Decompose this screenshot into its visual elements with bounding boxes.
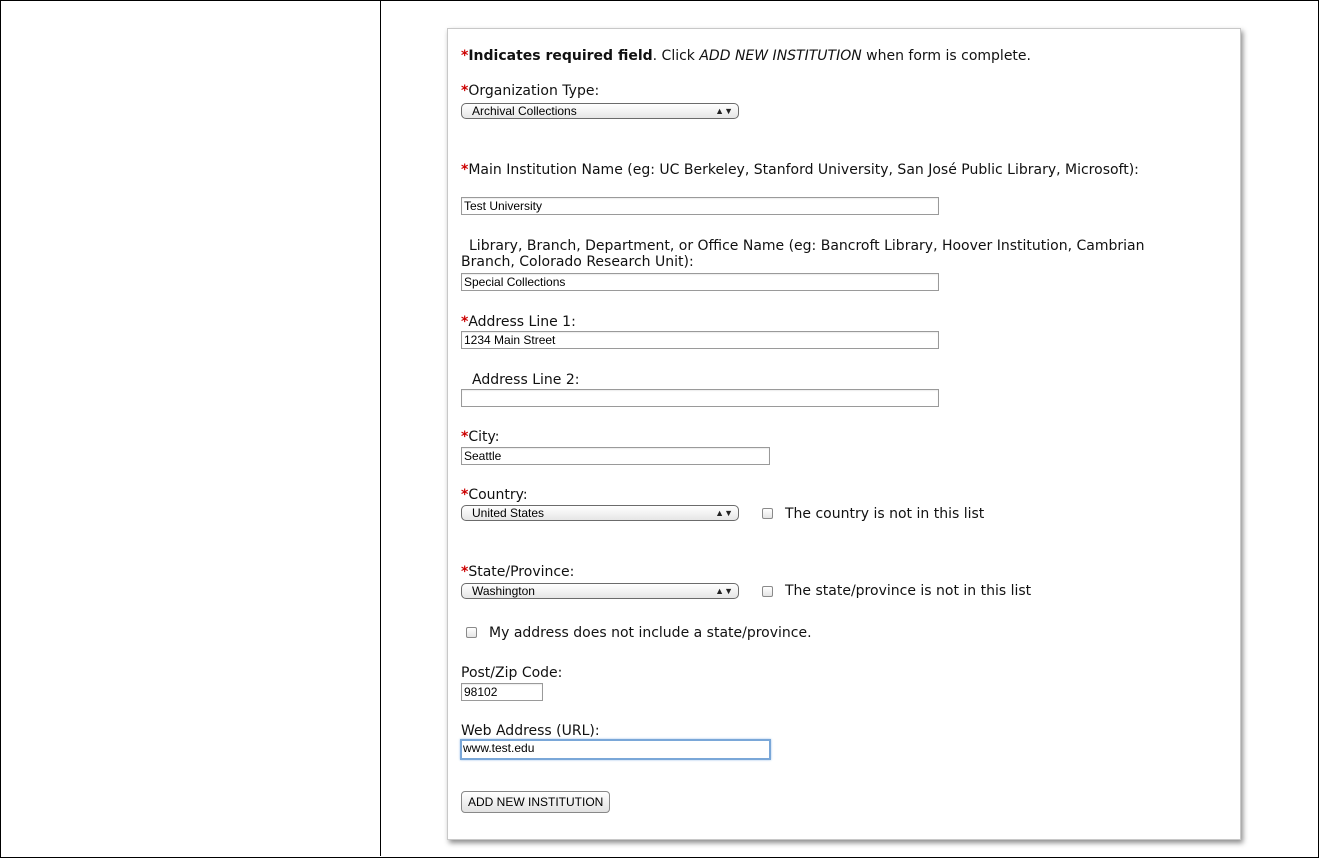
country-select[interactable] — [461, 505, 739, 521]
required-note: Indicates required field — [468, 48, 653, 64]
country-value: United States — [472, 506, 545, 520]
country-label-text: Country: — [468, 487, 528, 503]
country-label — [461, 487, 528, 503]
required-marker: * — [461, 487, 469, 503]
required-marker: * — [461, 314, 469, 330]
state-value: Washington — [472, 584, 535, 598]
column-divider — [380, 0, 381, 856]
select-arrows-icon: ▲▼ — [715, 586, 733, 596]
instructions-end-text: when form is complete. — [861, 48, 1031, 64]
select-arrows-icon: ▲▼ — [715, 106, 733, 116]
city-input[interactable]: Seattle — [461, 447, 770, 465]
select-arrows-icon: ▲▼ — [715, 508, 733, 518]
org-type-label — [461, 83, 599, 99]
state-not-in-list-checkbox[interactable] — [762, 586, 773, 597]
org-type-value: Archival Collections — [472, 104, 577, 118]
address-line-1-label — [461, 314, 576, 330]
submit-reference: ADD NEW INSTITUTION — [699, 48, 862, 64]
address-line-1-input[interactable]: 1234 Main Street — [461, 331, 939, 349]
country-not-in-list-label: The country is not in this list — [785, 506, 985, 522]
required-marker: * — [461, 429, 469, 445]
state-label — [461, 564, 574, 580]
library-branch-label: Library, Branch, Department, or Office Name (eg: Bancroft Library, Hoover Institution, Cambrian Branch, Colorado Research Unit): — [461, 238, 1145, 270]
no-state-label: My address does not include a state/province. — [489, 625, 812, 641]
state-not-in-list-label: The state/province is not in this list — [785, 583, 1032, 599]
zip-label: Post/Zip Code: — [461, 665, 563, 681]
address-line-1-label-text: Address Line 1: — [468, 314, 576, 330]
org-type-label-text: Organization Type: — [468, 83, 600, 99]
main-institution-label-text: Main Institution Name (eg: UC Berkeley, Stanford University, San José Public Library, Microsoft): — [468, 162, 1139, 178]
org-type-select[interactable] — [461, 103, 739, 119]
address-line-2-input[interactable] — [461, 389, 939, 407]
state-label-text: State/Province: — [468, 564, 575, 580]
zip-input[interactable]: 98102 — [461, 683, 543, 701]
required-marker: * — [461, 48, 469, 64]
url-label: Web Address (URL): — [461, 723, 600, 739]
country-not-in-list-checkbox[interactable] — [762, 508, 773, 519]
main-institution-label — [461, 162, 1201, 178]
city-label-text: City: — [468, 429, 500, 445]
required-field-instructions — [461, 48, 1031, 64]
required-marker: * — [461, 162, 469, 178]
city-label — [461, 429, 499, 445]
no-state-checkbox[interactable] — [466, 627, 477, 638]
left-column — [1, 1, 379, 855]
address-line-2-label: Address Line 2: — [472, 372, 580, 388]
add-new-institution-button[interactable]: ADD NEW INSTITUTION — [461, 791, 610, 813]
library-branch-input[interactable]: Special Collections — [461, 273, 939, 291]
add-institution-form — [447, 28, 1241, 840]
main-institution-input[interactable]: Test University — [461, 197, 939, 215]
required-marker: * — [461, 564, 469, 580]
url-input[interactable]: www.test.edu — [460, 739, 771, 760]
required-marker: * — [461, 83, 469, 99]
state-select[interactable] — [461, 583, 739, 599]
instructions-text: . Click — [652, 48, 700, 64]
